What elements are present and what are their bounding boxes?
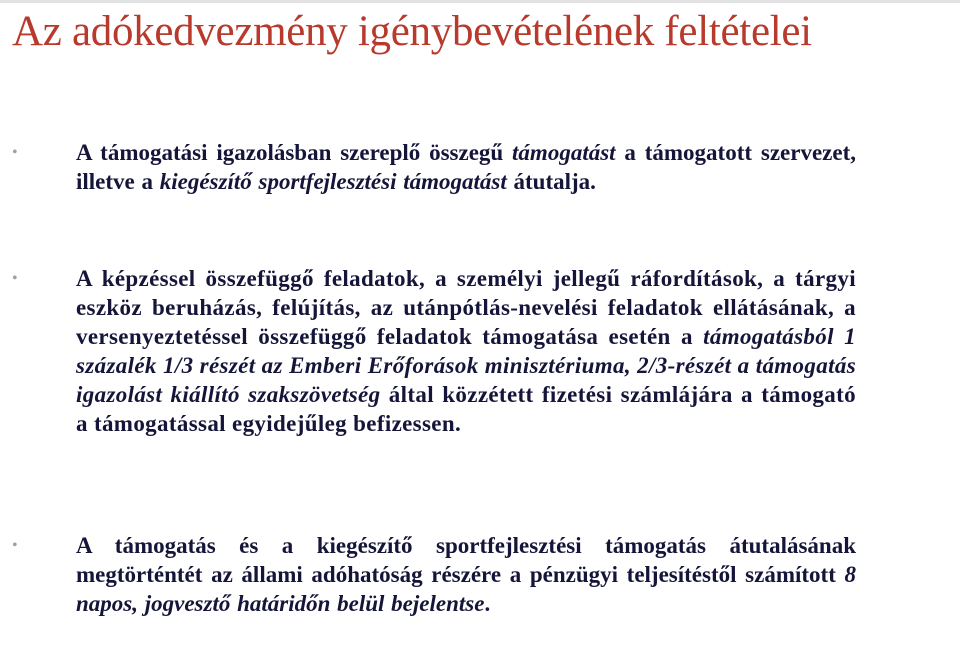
text-segment-italic: kiegészítő sportfejlesztési támogatást <box>159 169 507 194</box>
top-divider <box>0 0 960 3</box>
text-segment: . <box>484 591 491 616</box>
text-segment: A támogatási igazolásban szereplő összegű <box>76 140 513 165</box>
text-segment: A képzéssel összefüggő feladatok, a személyi jellegű ráfordítások, a tárgyi eszköz beruházás, felújítás, az utánpótlás-nevelési feladatok ellátásának, a versenyeztetéssel összefüggő feladatok támogatása esetén a <box>76 266 856 349</box>
text-segment: átutalja. <box>506 169 596 194</box>
text-segment: A támogatás és a kiegészítő sportfejlesztési támogatás átutalásának megtörténtét az állami adóhatóság részére a pénzügyi teljesítéstől számított <box>76 533 856 587</box>
text-segment-italic: támogatást <box>512 140 616 165</box>
text-segment: által közzétett fizetési számlájára a támogató a támogatással egyidejűleg befizessen. <box>76 382 856 436</box>
bullet-icon: • <box>12 144 18 161</box>
text-segment-italic: támogatásból 1 százalék 1/3 részét az Emberi Erőforások minisztériuma, 2/3-részét a támogatás igazolást kiállító szakszövetség <box>76 324 856 407</box>
bullet-item-one-percent <box>12 264 856 438</box>
bullet-item-notification <box>12 531 856 618</box>
text-segment: a támogatott szervezet, illetve a <box>76 140 856 194</box>
bullet-text <box>76 138 856 196</box>
bullet-item-transfer <box>12 138 856 196</box>
slide-title: Az adókedvezmény igénybevételének feltételei <box>12 8 812 55</box>
bullet-text <box>76 264 856 438</box>
bullet-icon: • <box>12 537 18 554</box>
text-segment-italic: 8 napos, jogvesztő határidőn belül bejelentse <box>76 562 856 616</box>
bullet-icon: • <box>12 270 18 287</box>
bullet-text <box>76 531 856 618</box>
